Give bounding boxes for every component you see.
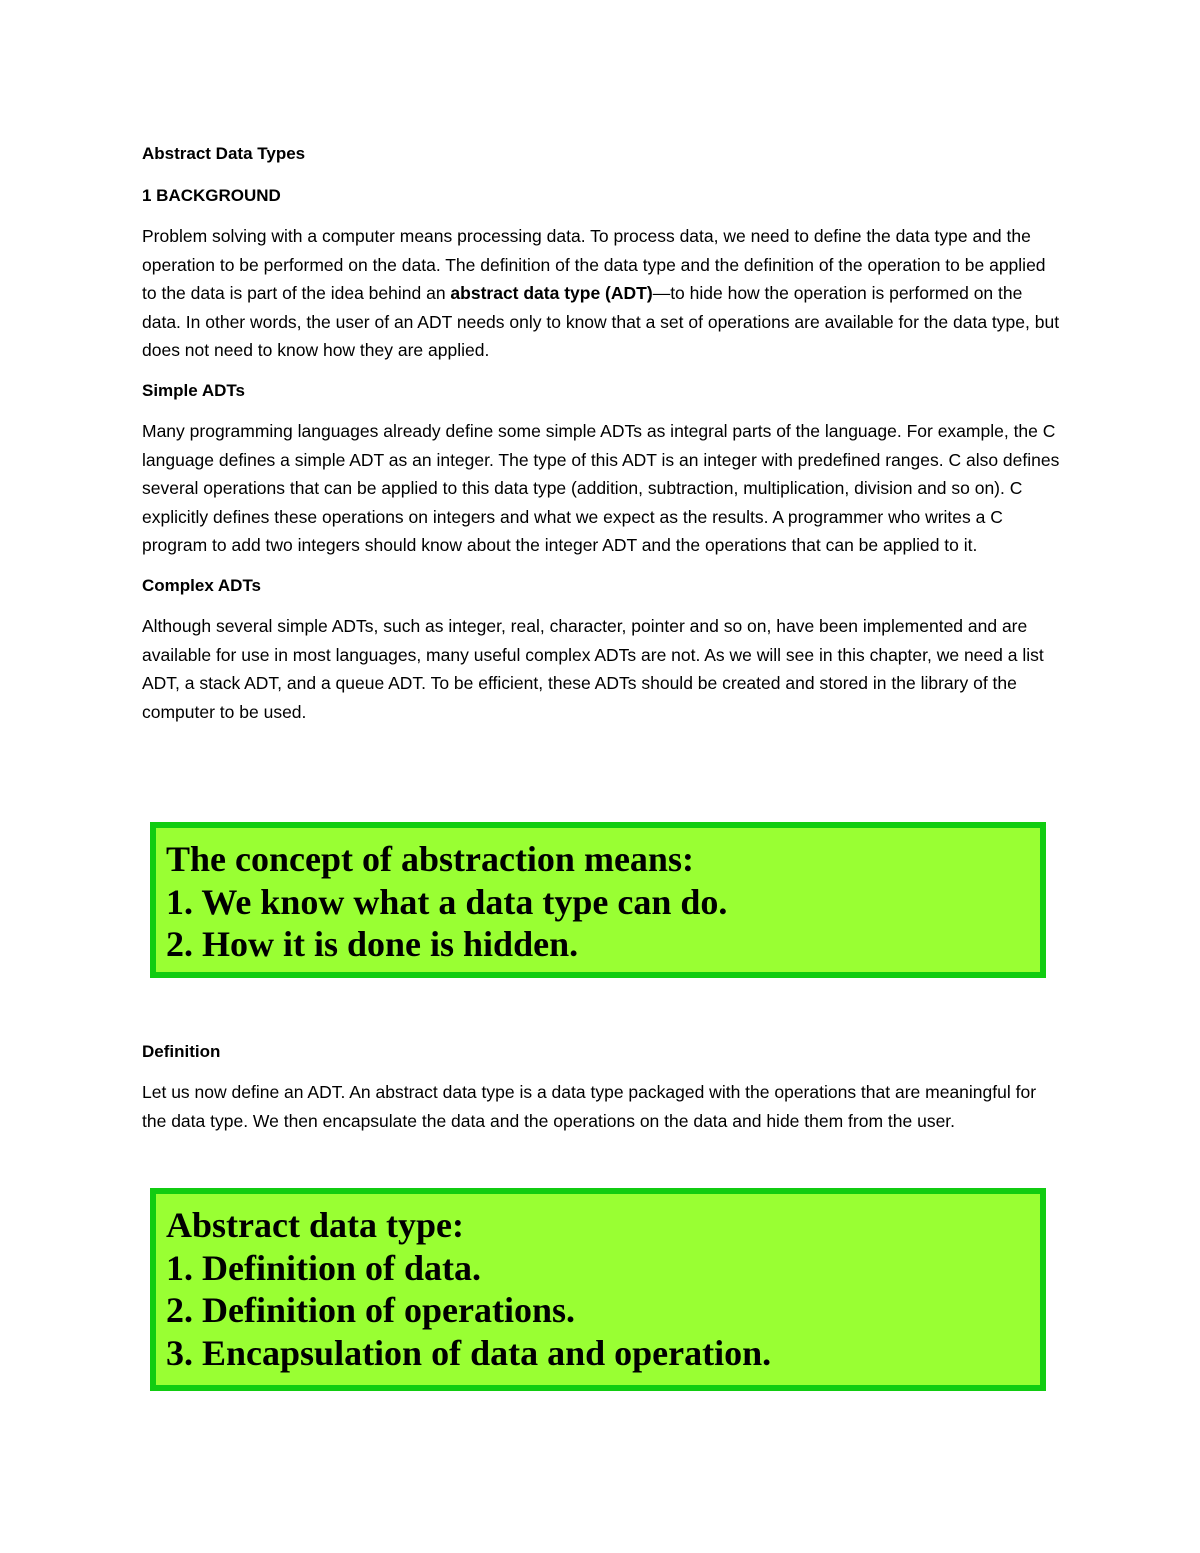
section-heading-complex-adts: Complex ADTs bbox=[142, 575, 262, 595]
callout-line: 3. Encapsulation of data and operation. bbox=[166, 1332, 772, 1373]
definition-paragraph: Let us now define an ADT. An abstract data type is a data type packaged with the operations that are meaningful for the data type. We then encapsulate the data and the operations on the data and hide them from the user. bbox=[142, 1082, 1037, 1131]
section-heading-background: 1 BACKGROUND bbox=[142, 186, 281, 205]
section-heading-definition: Definition bbox=[142, 1042, 221, 1061]
callout-line: 1. We know what a data type can do. bbox=[166, 881, 728, 922]
background-text-before: Problem solving with a computer means processing data. To process data, we need to define the data type and the operation to be performed on the data. The definition of the data type and the definition of the operation to be applied to the data is part of the idea behind an bbox=[142, 226, 1046, 304]
callout-line: 2. How it is done is hidden. bbox=[166, 924, 579, 964]
callout-line: Abstract data type: bbox=[166, 1205, 464, 1245]
simple-adts-paragraph: Many programming languages already define some simple ADTs as integral parts of the language. For example, the C language defines a simple ADT as an integer. The type of this ADT is an integer with predefined ranges. C also defines several operations that can be applied to this data type (addition, subtraction, multiplication, division and so on). C explicitly defines these operations on integers and what we expect as the results. A programmer who writes a C program to add two integers should know about the integer ADT and the operations that can be applied to it. bbox=[142, 420, 1060, 556]
background-text-after: —to hide how the operation is performed on the data. In other words, the user of an ADT needs only to know that a set of operations are available for the data type, but does not need to know how they are applied. bbox=[142, 283, 1060, 361]
complex-adts-paragraph: Although several simple ADTs, such as integer, real, character, pointer and so on, have been implemented and are available for use in most languages, many useful complex ADTs are not. As we will see in this chapter, we need a list ADT, a stack ADT, and a queue ADT. To be efficient, these ADTs should be created and stored in the library of the computer to be used. bbox=[142, 615, 1044, 722]
definition-section bbox=[142, 1040, 1062, 1149]
adt-bold-term: abstract data type (ADT) bbox=[450, 283, 653, 304]
callout-line: 2. Definition of operations. bbox=[166, 1290, 575, 1330]
section-heading-simple-adts: Simple ADTs bbox=[142, 380, 245, 400]
background-paragraph bbox=[142, 222, 1062, 365]
callout-line: 1. Definition of data. bbox=[166, 1247, 481, 1288]
callout-line: The concept of abstraction means: bbox=[166, 839, 694, 879]
adt-definition-callout bbox=[150, 1188, 1046, 1391]
abstraction-concept-callout bbox=[150, 822, 1046, 978]
document-body bbox=[142, 142, 1062, 740]
document-title: Abstract Data Types bbox=[142, 144, 306, 163]
